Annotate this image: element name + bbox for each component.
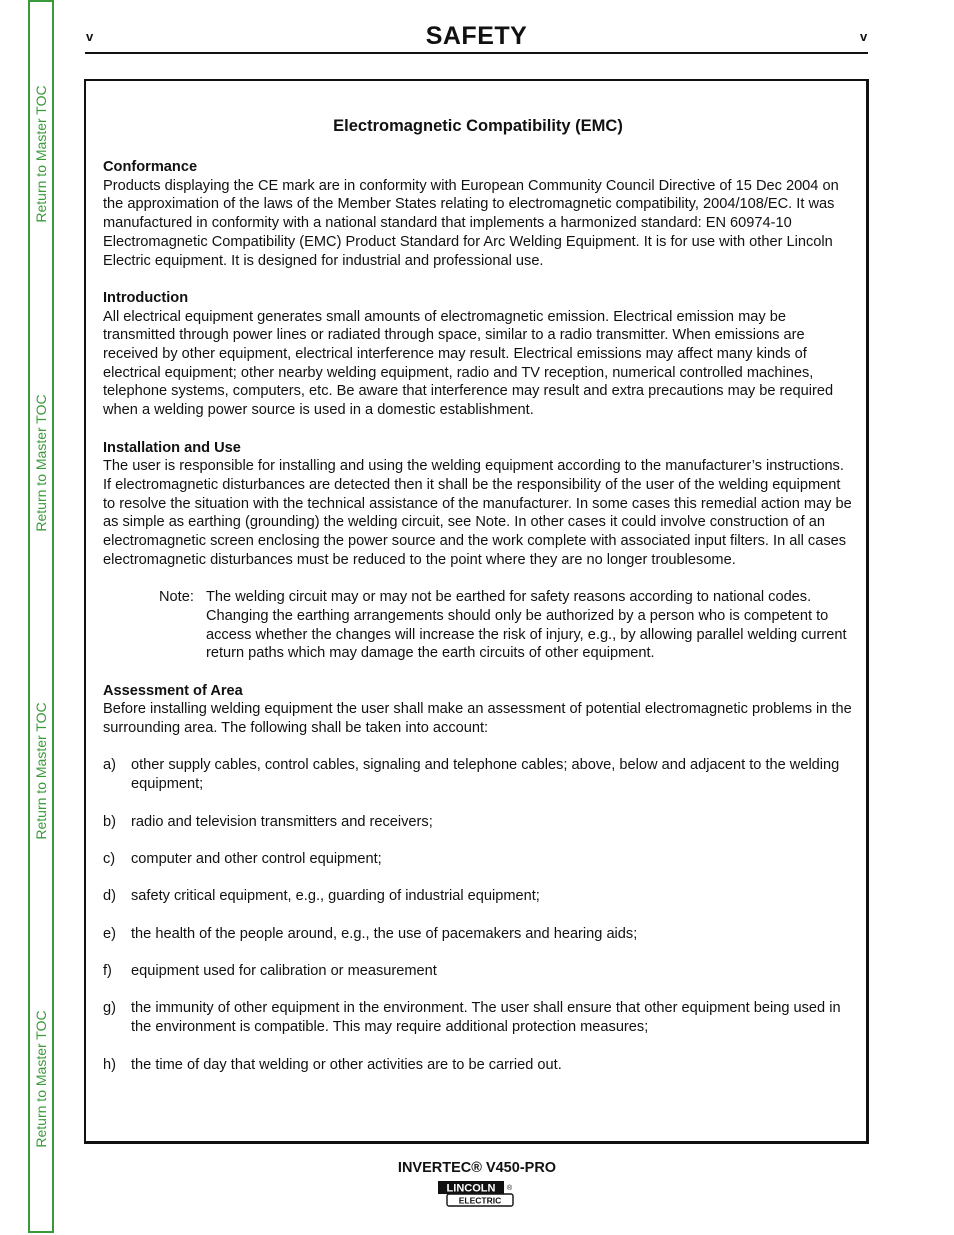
toc-link-label[interactable]: Return to Master TOC bbox=[33, 394, 49, 532]
list-item-text: the immunity of other equipment in the environment. The user shall ensure that other equipment being used in the environment is compatible. This may require additional protection measures; bbox=[131, 1000, 841, 1036]
list-item bbox=[103, 756, 853, 793]
page-number-right: v bbox=[860, 29, 868, 44]
paragraph-assessment: Before installing welding equipment the user shall make an assessment of potential electromagnetic problems in the surrounding area. The following shall be taken into account: bbox=[103, 701, 852, 737]
list-item bbox=[103, 887, 853, 906]
paragraph-conformance: Products displaying the CE mark are in conformity with European Community Council Directive of 15 Dec 2004 on the approximation of the laws of the Member States relating to electromagnetic compatibility, 2004/108/EC. It was manufactured in conformity with a national standard that implements a harmonized standard: EN 60974-10 Electromagnetic Compatibility (EMC) Product Standard for Arc Welding Equipment. It is for use with other Lincoln Electric equipment. It is designed for industrial and professional use. bbox=[103, 177, 839, 269]
toc-link-label[interactable]: Return to Master TOC bbox=[33, 85, 49, 223]
document-body bbox=[103, 116, 853, 1093]
list-item bbox=[103, 925, 853, 944]
section-title-assessment: Assessment of Area bbox=[103, 682, 243, 699]
note-text: The welding circuit may or may not be earthed for safety reasons according to national codes. Changing the earthing arrangements should only be authorized by a person who is competent to access whether the changes will increase the risk of injury, e.g., by allowing parallel welding current return paths which may damage the earth circuits of other equipment. bbox=[206, 589, 847, 662]
document-heading: Electromagnetic Compatibility (EMC) bbox=[333, 117, 623, 135]
list-item bbox=[103, 813, 853, 832]
list-marker: c) bbox=[103, 850, 116, 867]
list-marker: e) bbox=[103, 925, 116, 942]
list-item-text: safety critical equipment, e.g., guarding of industrial equipment; bbox=[131, 888, 540, 905]
list-marker: d) bbox=[103, 888, 116, 905]
list-item bbox=[103, 1056, 853, 1075]
list-item bbox=[103, 850, 853, 869]
paragraph-installation: The user is responsible for installing and using the welding equipment according to the manufacturer’s instructions. If electromagnetic disturbances are detected then it shall be the responsibility of the user of the welding equipment to resolve the situation with the technical assistance of the manufacturer. In some cases this remedial action may be as simple as earthing (grounding) the welding circuit, see Note. In other cases it could involve construction of an electromagnetic screen enclosing the power source and the work complete with associated input filters. In all cases electromagnetic disturbances must be reduced to the point where they are no longer troublesome. bbox=[103, 458, 852, 568]
list-marker: f) bbox=[103, 963, 112, 980]
header-rule bbox=[85, 52, 868, 54]
list-item-text: the time of day that welding or other activities are to be carried out. bbox=[131, 1056, 562, 1073]
list-marker: b) bbox=[103, 813, 116, 830]
list-item-text: equipment used for calibration or measurement bbox=[131, 963, 437, 980]
list-item-text: computer and other control equipment; bbox=[131, 850, 382, 867]
list-item bbox=[103, 962, 853, 981]
list-item-text: radio and television transmitters and receivers; bbox=[131, 813, 433, 830]
product-name: INVERTEC® V450-PRO bbox=[397, 1160, 557, 1176]
page-number-left: v bbox=[86, 29, 94, 44]
list-marker: g) bbox=[103, 1000, 116, 1017]
paragraph-introduction: All electrical equipment generates small amounts of electromagnetic emission. Electrical emission may be transmitted through power lines or radiated through space, similar to a radio transmitter. When emissions are received by other equipment, electrical interference may result. Electrical emissions may affect many kinds of electrical equipment; other nearby welding equipment, radio and TV reception, numerical controlled machines, telephone systems, computers, etc. Be aware that interference may result and extra precautions may be required when a welding power source is used in a domestic establishment. bbox=[103, 308, 834, 419]
logo-top-text: LINCOLN bbox=[446, 1182, 496, 1195]
note-label: Note: bbox=[159, 589, 194, 606]
list-item-text: other supply cables, control cables, signaling and telephone cables; above, below and adjacent to the welding equipment; bbox=[131, 757, 840, 793]
list-item-text: the health of the people around, e.g., the use of pacemakers and hearing aids; bbox=[131, 925, 638, 942]
section-title-introduction: Introduction bbox=[103, 289, 189, 306]
list-marker: h) bbox=[103, 1056, 116, 1073]
toc-link-label[interactable]: Return to Master TOC bbox=[33, 702, 49, 840]
section-title-installation: Installation and Use bbox=[103, 439, 241, 456]
logo-bottom-text: ELECTRIC bbox=[458, 1195, 502, 1206]
note-block bbox=[159, 588, 853, 663]
list-marker: a) bbox=[103, 757, 116, 774]
lincoln-electric-logo bbox=[437, 1180, 515, 1208]
logo-registered-mark: ® bbox=[507, 1185, 513, 1192]
section-title-conformance: Conformance bbox=[103, 159, 198, 175]
page-title: SAFETY bbox=[425, 22, 528, 50]
list-item bbox=[103, 999, 853, 1036]
toc-link-label[interactable]: Return to Master TOC bbox=[33, 1010, 49, 1148]
